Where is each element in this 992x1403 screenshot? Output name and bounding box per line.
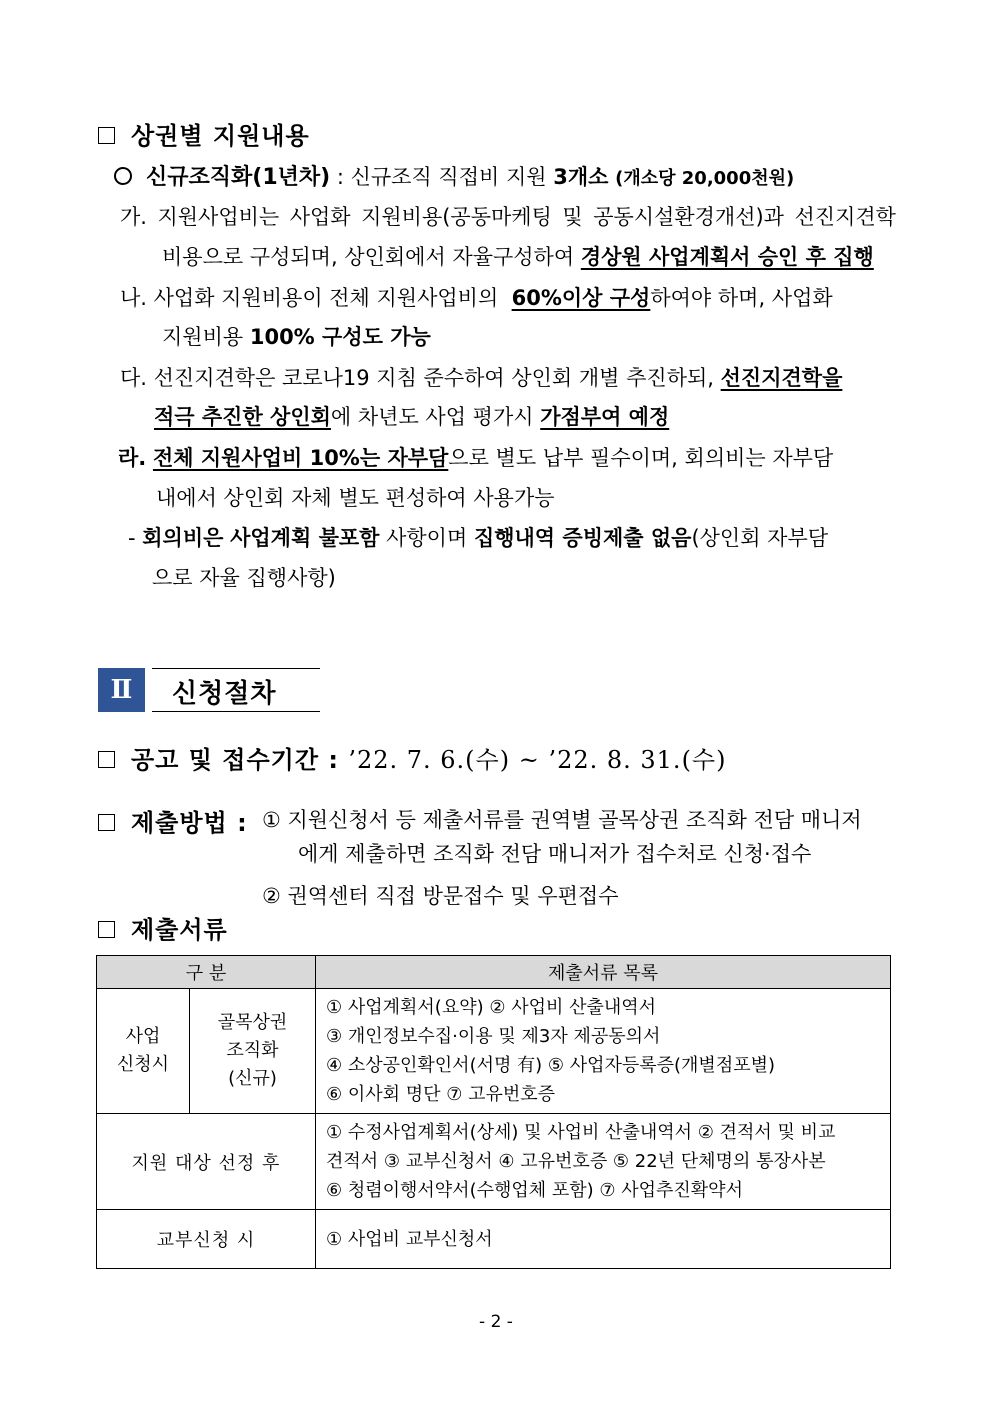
table-header-category: 구 분 (97, 956, 316, 989)
section-heading-support (98, 116, 310, 151)
row-items (316, 1210, 891, 1269)
emphasis-text: 적극 추진한 상인회 (154, 405, 331, 429)
paragraph-da-line2 (154, 401, 669, 431)
row-label: 지원 대상 선정 후 (97, 1114, 316, 1210)
emphasis-text: 전체 지원사업비 10%는 자부담 (152, 446, 449, 470)
word: 지원비용(공동마케팅 (361, 205, 552, 229)
dash: - (128, 526, 136, 550)
paragraph-ga-line2 (162, 241, 874, 271)
text: 나. 사업화 지원비용이 전체 지원사업비의 (120, 286, 499, 310)
paragraph-sub-line2: 으로 자율 집행사항) (152, 566, 336, 590)
list-item: ⑥ 이사회 명단 ⑦ 고유번호증 (326, 1084, 556, 1105)
list-item: ④ 소상공인확인서(서명 有) ⑤ 사업자등록증(개별점포별) (326, 1055, 776, 1076)
item-description: : 신규조직 직접비 지원 (330, 165, 547, 189)
row-group-label: 사업 신청시 (97, 989, 190, 1114)
list-item: ⑥ 청렴이행서약서(수행업체 포함) ⑦ 사업추진확약서 (326, 1180, 743, 1201)
checkbox-square-icon (98, 127, 115, 144)
list-item: ① 수정사업계획서(상세) 및 사업비 산출내역서 ② 견적서 및 비교 (326, 1122, 836, 1143)
list-item: ① 사업비 교부신청서 (326, 1228, 493, 1250)
text: 에 차년도 사업 평가시 (330, 405, 534, 429)
method-label-line (98, 803, 248, 838)
row-items (316, 989, 891, 1114)
row-sub-label: 골목상권 조직화 (신규) (190, 989, 316, 1114)
item-title: 신규조직화(1년차) (146, 165, 331, 190)
emphasis-text: 가점부여 예정 (540, 405, 670, 429)
emphasis-text: 경상원 사업계획서 승인 후 집행 (580, 245, 874, 269)
checkbox-square-icon (98, 814, 115, 831)
page-number: - 2 - (479, 1312, 513, 1332)
paragraph-ra-line2: 내에서 상인회 자체 별도 편성하여 사용가능 (156, 486, 555, 510)
table-row (97, 1210, 891, 1269)
text: 지원비용 (162, 325, 244, 349)
period-line (98, 740, 726, 775)
label: 라. (118, 446, 147, 470)
emphasis-text: 사업계획 불포함 (230, 526, 380, 550)
item-count: 3개소 (553, 165, 609, 189)
emphasis-text: 100% 구성도 가능 (249, 325, 431, 349)
word: 선진지견학 (794, 205, 896, 229)
word: 가. (120, 205, 147, 229)
emphasis-text: 집행내역 증빙제출 없음 (473, 526, 692, 550)
paragraph-na-line1 (120, 282, 896, 312)
list-item: ③ 개인정보수집·이용 및 제3자 제공동의서 (326, 1026, 661, 1047)
item-note: (개소당 20,000천원) (615, 168, 795, 189)
text: 사항이며 (386, 526, 468, 550)
text: 비용으로 구성되며, 상인회에서 자율구성하여 (162, 245, 575, 269)
text: 으로 별도 납부 필수이며, 회의비는 자부담 (448, 446, 834, 470)
docs-label-line (98, 910, 228, 945)
method-label: 제출방법 : (131, 809, 248, 837)
section-number-badge: Ⅱ (98, 668, 145, 712)
list-item: ① 사업계획서(요약) ② 사업비 산출내역서 (326, 997, 657, 1018)
method-2: ② 권역센터 직접 방문접수 및 우편접수 (262, 884, 619, 908)
word: 및 (562, 205, 583, 229)
paragraph-na-line2 (162, 321, 431, 351)
section-title-box (152, 668, 320, 712)
section-heading-text: 상권별 지원내용 (131, 122, 310, 150)
checkbox-square-icon (98, 921, 115, 938)
checkbox-square-icon (98, 751, 115, 768)
paragraph-da-line1 (120, 362, 842, 392)
word: 지원사업비는 (157, 205, 280, 229)
list-item: 견적서 ③ 교부신청서 ④ 고유번호증 ⑤ 22년 단체명의 통장사본 (326, 1151, 826, 1172)
paragraph-ra-line1 (118, 442, 833, 472)
table-header-documents: 제출서류 목록 (316, 956, 891, 989)
text: 다. 선진지견학은 코로나19 지침 준수하여 상인회 개별 추진하되, (120, 366, 714, 390)
row-label: 교부신청 시 (97, 1210, 316, 1269)
emphasis-text: 선진지견학을 (720, 366, 843, 390)
period-value: ’22. 7. 6.(수) ~ ’22. 8. 31.(수) (348, 746, 727, 774)
method-1-line1: ① 지원신청서 등 제출서류를 권역별 골목상권 조직화 전담 매니저 (262, 808, 862, 832)
item-new-organization (114, 160, 794, 191)
circle-bullet-icon (114, 167, 132, 185)
paragraph-sub-line1 (128, 522, 828, 552)
word: 공동시설환경개선)과 (593, 205, 784, 229)
paragraph-ga-line1 (120, 201, 896, 231)
docs-label: 제출서류 (131, 916, 228, 944)
period-label: 공고 및 접수기간 : (131, 746, 339, 774)
table-row (97, 1114, 891, 1210)
section-title: 신청절차 (172, 679, 277, 709)
text: (상인회 자부담 (691, 526, 829, 550)
row-items (316, 1114, 891, 1210)
table-header-row (97, 956, 891, 989)
emphasis-text: 60%이상 구성 (511, 286, 651, 310)
documents-table (96, 955, 891, 1269)
word: 사업화 (289, 205, 351, 229)
method-1-line2: 에게 제출하면 조직화 전담 매니저가 접수처로 신청·접수 (298, 842, 812, 866)
emphasis-text: 회의비은 (142, 526, 224, 550)
text: 하여야 하며, 사업화 (650, 286, 833, 310)
table-row (97, 989, 891, 1114)
